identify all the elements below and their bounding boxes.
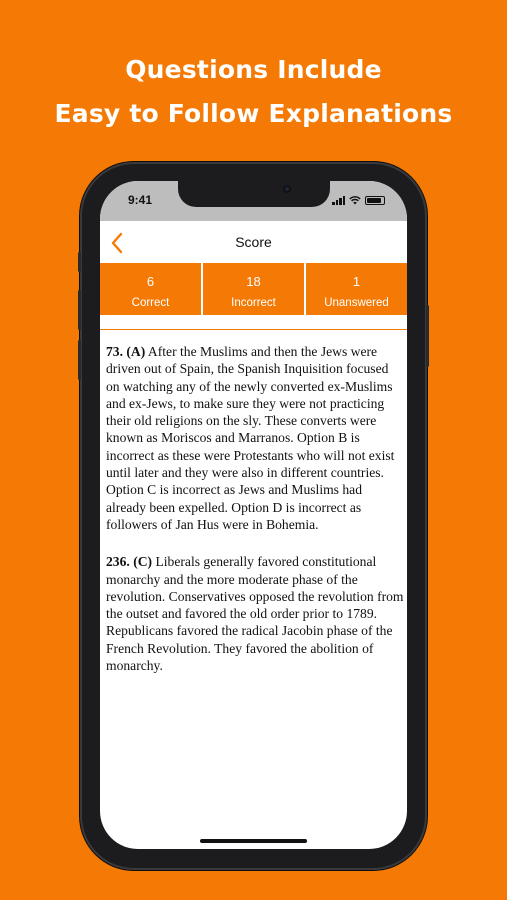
battery-icon [365, 196, 385, 205]
stat-label: Incorrect [231, 297, 276, 309]
stat-label: Correct [131, 297, 170, 309]
stat-label: Unanswered [324, 297, 389, 309]
explanation-label: 73. (A) [106, 344, 146, 359]
stat-value: 18 [246, 274, 261, 289]
explanation-label: 236. (C) [106, 554, 153, 570]
divider [100, 329, 407, 330]
explanations-list[interactable] [106, 343, 404, 694]
wifi-icon [349, 195, 361, 205]
stat-incorrect[interactable] [203, 263, 304, 315]
score-summary [100, 263, 407, 315]
explanation-text: After the Muslims and then the Jews were driven out of Spain, the Spanish Inquisition focused on watching any of the newly converted ex-Muslims and ex-Jews, to make sure they were not practicing their old religions on the sly. These converts were known as Moriscos and Marranos. Option B is incorrect as these were Protestants who will not exist until later and they were also in different countries. Option C is incorrect as Jews and Muslims had already been expelled. Option D is incorrect as followers of Jan Hus were in Bohemia. [106, 344, 395, 532]
phone-volume-up-button [78, 290, 81, 330]
phone-power-button [426, 305, 429, 367]
stat-unanswered[interactable] [306, 263, 407, 315]
headline-line-1: Questions Include [125, 55, 382, 84]
stat-value: 1 [352, 274, 361, 289]
explanation-item [106, 343, 404, 533]
signal-icon [332, 196, 345, 205]
headline-line-2: Easy to Follow Explanations [54, 99, 453, 128]
status-time: 9:41 [128, 193, 153, 207]
stat-correct[interactable] [100, 263, 201, 315]
stat-value: 6 [146, 274, 155, 289]
phone-mute-switch [78, 252, 81, 272]
phone-notch [178, 181, 330, 207]
navigation-bar [100, 221, 407, 263]
phone-volume-down-button [78, 340, 81, 380]
home-indicator[interactable] [200, 839, 307, 843]
status-bar [100, 181, 407, 221]
page-title: Score [235, 234, 272, 250]
phone-screen [100, 181, 407, 849]
camera-icon [283, 185, 291, 193]
status-icons [332, 195, 385, 205]
explanation-text: Liberals generally favored constitutional monarchy and the more moderate phase of the revolution. Conservatives opposed the revolution from the outset and favored the old order prior to 1789. Republicans favored the radical Jacobin phase of the French Revolution. They favored the abolition of monarchy. [106, 554, 404, 674]
explanation-item [106, 553, 404, 674]
